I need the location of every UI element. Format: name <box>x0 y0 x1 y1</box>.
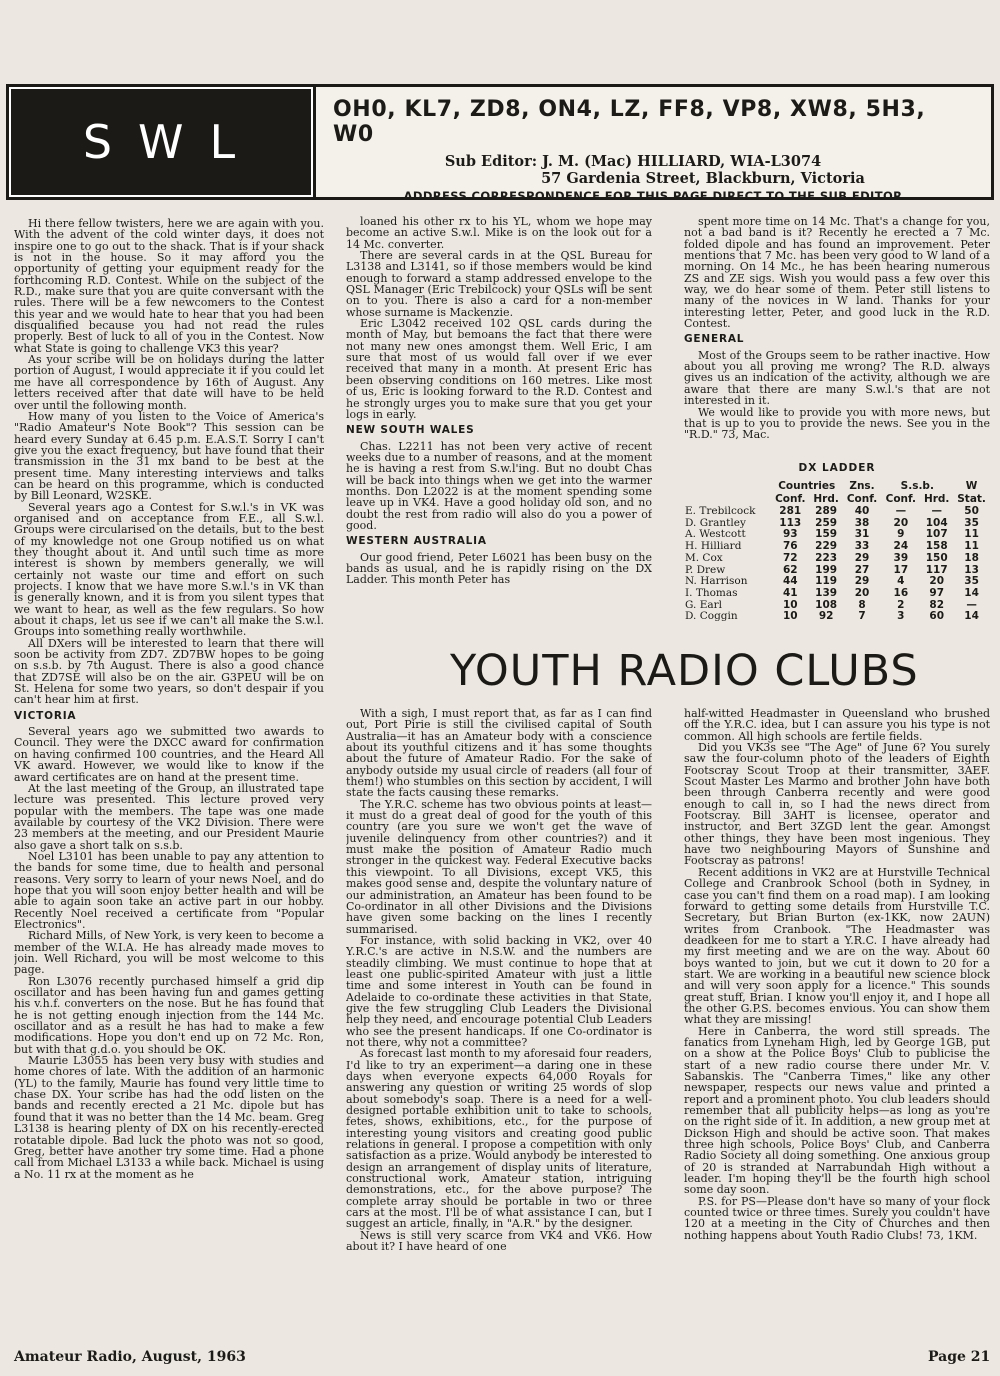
column-subhead: Stat. <box>957 493 986 505</box>
ladder-value: 40 <box>854 505 870 517</box>
ladder-value: — <box>931 505 942 517</box>
ladder-value: 97 <box>929 586 945 599</box>
section-heading-victoria: VICTORIA <box>14 709 77 722</box>
ladder-value: 16 <box>893 586 909 599</box>
paragraph: Richard Mills, of New York, is very keen to become a member of the W.I.A. He has already made moves to join. Well Richard, you will be most welcome to this page. <box>14 929 324 977</box>
ladder-value: 92 <box>818 610 834 623</box>
ladder-name: G. Earl <box>685 598 722 611</box>
column-3 <box>684 216 990 456</box>
ladder-value: 29 <box>854 575 870 588</box>
column-group: Countries <box>778 480 836 492</box>
section-heading-general: GENERAL <box>684 333 745 346</box>
section-title-box <box>9 87 313 197</box>
ladder-value: 62 <box>782 563 798 576</box>
ladder-value: 199 <box>815 563 838 576</box>
ladder-value: 72 <box>782 551 798 564</box>
ladder-value: 117 <box>925 563 948 576</box>
paragraph: We would like to provide you with more news, but that is up to you to provide the news. See you in the "R.D." 73, Mac. <box>684 405 990 442</box>
youth-radio-clubs-title: YOUTH RADIO CLUBS <box>450 646 919 696</box>
column-subhead: Conf. <box>846 493 878 505</box>
dx-ladder <box>684 462 990 623</box>
ladder-value: 108 <box>815 598 838 611</box>
sub-editor: Sub Editor: J. M. (Mac) HILLIARD, WIA-L3074 <box>444 153 822 170</box>
column-group: W <box>965 480 978 492</box>
ladder-value: 223 <box>815 551 838 564</box>
paragraph: Several years ago we submitted two awards to Council. They were the DXCC award for confirmation on having confirmed 100 countries, and the Heard All VK award. However, we would like to know if the award certificates are on hand at the present time. <box>14 725 324 784</box>
callsign-prefixes: OH0, KL7, ZD8, ON4, LZ, FF8, VP8, XW8, 5H3, W0 <box>333 97 926 147</box>
ladder-value: 20 <box>893 516 909 529</box>
paragraph: Ron L3076 recently purchased himself a grid dip oscillator and has been having fun and games getting his v.h.f. converters on the nose. But he has found that he is not getting enough injection from the 144 Mc. oscillator and as a result he has had to make a few modifications. Hope you don't end up on 72 Mc. Ron, but with that g.d.o. you should be OK. <box>14 974 324 1056</box>
paragraph: Noel L3101 has been unable to pay any attention to the bands for some time, due to health and personal reasons. Very sorry to learn of your news Noel, and do hope that you will soon enjoy better health and will be able to again soon take an active part in our hobby. Recently Noel received a certificate from "Popular Electronics". <box>14 849 324 931</box>
ladder-value: 9 <box>897 528 905 541</box>
paragraph: For instance, with solid backing in VK2, over 40 Y.R.C.'s are active in N.S.W. and the numbers are steadily climbing. We must continue to hope that at least one public-spirited Amateur with just a little time and some interest in Youth can be found in Adelaide to co-ordinate these activities in that State, give the few struggling Club Leaders the Divisional help they need, and encourage potential Club Leaders who see the present handicaps. If one Co-ordinator is not there, why not a committee? <box>346 933 652 1049</box>
ladder-value: 20 <box>929 575 945 588</box>
footer-page-number: Page 21 <box>928 1349 991 1365</box>
paragraph: Chas. L2211 has not been very active of recent weeks due to a number of reasons, and at the moment he is having a rest from S.w.l'ing. But no doubt Chas will be back into things when we get into the warmer months. Don L2022 is at the moment spending some leave up in VK4. Have a good holiday old son, and no doubt the rest from radio will also do you a power of good. <box>346 439 652 532</box>
column-subhead: Conf. <box>885 493 917 505</box>
paragraph: As forecast last month to my aforesaid four readers, I'd like to try an experiment—a daring one in these days when everyone expects 64,000 Royals for answering any question or writing 25 words of slop about somebody's soap. There is a need for a well-designed portable exhibition unit to take to schools, fetes, shows, exhibitions, etc., for the purpose of interesting young visitors and creating good public relations in general. I propose a competition with only satisfaction as a prize. Would anybody be interested to design an arrangement of display units of literature, constructional work, Amateur station, intriguing demonstrations, etc., for the above purpose? The complete array should be portable in two or three cars at the most. I'll be of what assistance I can, but I suggest an article, finally, in "A.R." by the designer. <box>346 1047 652 1231</box>
ladder-value: 11 <box>964 540 979 553</box>
paragraph: Maurie L3055 has been very busy with studies and home chores of late. With the addition of an harmonic (YL) to the family, Maurie has found very little time to chase DX. Your scribe has had the odd listen on the bands and recently erected a 21 Mc. dipole but has found that it was no better than the 14 Mc. beam. Greg L3138 is hearing plenty of DX on his recently-erected rotatable dipole. Bad luck the photo was not so good, Greg, better have another try some time. Had a phone call from Michael L3133 a while back. Michael is using a No. 11 rx at the moment as he <box>14 1054 324 1181</box>
ladder-value: 33 <box>854 540 870 553</box>
ladder-value: 82 <box>929 598 945 611</box>
ladder-value: 18 <box>964 551 979 564</box>
section-heading-wa: WESTERN AUSTRALIA <box>346 535 487 548</box>
ladder-value: 159 <box>815 528 838 541</box>
dx-ladder-row <box>684 553 990 565</box>
paragraph: spent more time on 14 Mc. That's a change for you, not a bad band is it? Recently he erected a 7 Mc. folded dipole and has found an improvement. Peter mentions that 7 Mc. has been very good to W land of a morning. On 14 Mc., he has been hearing numerous ZS and ZE sigs. Wish you would pass a few over this way, we do hear some of them. Peter still listens to many of the novices in W land. Thanks for your interesting letter, Peter, and good luck in the R.D. Contest. <box>684 216 990 331</box>
paragraph: The Y.R.C. scheme has two obvious points at least—it must do a great deal of good for the youth of this country (are you sure we won't get the wave of juvenile delinquency from other countries?) and it must make the position of Amateur Radio much stronger in the quickest way. Federal Executive backs this viewpoint. To all Divisions, except VK5, this makes good sense and, despite the voluntary nature of our administration, an Amateur has been found to be Co-ordinator in all other Divisions and the Divisions have given some backing on the lines I recently summarised. <box>346 797 652 936</box>
ladder-value: 2 <box>897 598 905 611</box>
ladder-name: N. Harrison <box>685 575 748 588</box>
ladder-value: — <box>966 598 977 611</box>
paragraph: With a sigh, I must report that, as far as I can find out, Port Pirie is still the civilised capital of South Australia—it has an Amateur body with a conscience about its youthful citizens and it has some thoughts about the future of Amateur Radio. For the sake of anybody outside my usual circle of readers (all four of them!) who stumbles on this section by accident, I will state the facts causing these remarks. <box>346 708 652 800</box>
ladder-value: 13 <box>964 563 979 576</box>
dx-ladder-rows <box>684 506 990 623</box>
dx-ladder-table <box>684 480 990 623</box>
ladder-value: 76 <box>782 540 798 553</box>
column-1 <box>14 218 324 1326</box>
ladder-value: 8 <box>858 598 866 611</box>
section-heading-nsw: NEW SOUTH WALES <box>346 424 475 437</box>
dx-ladder-title: DX LADDER <box>798 462 876 474</box>
ladder-name: D. Grantley <box>685 516 746 529</box>
paragraph: Eric L3042 received 102 QSL cards during the month of May, but bemoans the fact that there were not many new ones amongst them. Well Eric, I am sure that most of us would fall over if we ever received that many in a month. At present Eric has been observing conditions on 160 metres. Like most of us, Eric is looking forward to the R.D. Contest and he strongly urges you to make sure that you get your logs in early. <box>346 317 652 421</box>
ladder-value: 150 <box>925 551 948 564</box>
ladder-value: 17 <box>893 563 909 576</box>
ladder-value: 7 <box>858 610 866 623</box>
column-group: Zns. <box>849 480 875 492</box>
paragraph: P.S. for PS—Please don't have so many of your flock counted twice or three times. Surely you couldn't have 120 at a meeting in the City of Churches and then nothing happens about Youth Radio Clubs! 73, 1KM. <box>684 1194 990 1242</box>
ladder-name: E. Trebilcock <box>685 505 756 517</box>
page-header <box>6 84 994 203</box>
ladder-value: 14 <box>964 610 979 623</box>
column-5 <box>684 708 990 1330</box>
paragraph: At the last meeting of the Group, an illustrated tape lecture was presented. This lecture proved very popular with the members. The tape was one made available by courtesy of the VK2 Division. There were 23 members at the meeting, and our President Maurie also gave a short talk on s.s.b. <box>14 781 324 852</box>
paragraph: loaned his other rx to his YL, whom we hope may become an active S.w.l. Mike is on the look out for a 14 Mc. converter. <box>346 216 652 251</box>
column-group: S.s.b. <box>900 480 934 492</box>
address-note: ADDRESS CORRESPONDENCE FOR THIS PAGE DIRECT TO THE SUB EDITOR <box>403 189 903 203</box>
ladder-value: 113 <box>779 516 802 529</box>
dx-ladder-row <box>684 506 990 518</box>
column-2 <box>346 216 652 628</box>
street-address: 57 Gardenia Street, Blackburn, Victoria <box>541 170 865 187</box>
paragraph: Most of the Groups seem to be rather inactive. How about you all proving me wrong? The R.D. always gives us an indication of the activity, although we are aware that there are many S.w.l.'s that are not interested in it. <box>684 348 990 408</box>
ladder-value: 158 <box>925 540 948 553</box>
footer-publication: Amateur Radio, August, 1963 <box>14 1349 246 1365</box>
ladder-value: 3 <box>897 610 905 623</box>
paragraph: Several years ago a Contest for S.w.l.'s in VK was organised and on acceptance from F.E., all S.w.l. Groups were circularised on the details, but to the best of my knowledge not one Group notified us on what they thought about it. And until such time as more interest is shown by members generally, we will certainly not waste our time and effort on such projects. I know that we have more S.w.l.'s in VK than is generally known, and it is from you silent types that we want to hear, as well as the few regulars. So how about it chaps, let us see if we can't all make the S.w.l. Groups into something really worthwhile. <box>14 500 324 639</box>
ladder-name: M. Cox <box>685 551 723 564</box>
ladder-value: 50 <box>964 505 979 517</box>
section-title: SWL <box>82 115 262 169</box>
ladder-value: 104 <box>925 516 948 529</box>
paragraph: Hi there fellow twisters, here we are again with you. With the advent of the cold winter days, it does not inspire one to go out to the shack. That is if your shack is not in the house. So it may afford you the opportunity of getting your equipment ready for the forthcoming R.D. Contest. While on the subject of the R.D., make sure that you are quite conversant with the rules. There will be a few newcomers to the Contest this year and we would hate to hear that you had been disqualified because you had not read the rules properly. Best of luck to all of you in the Contest. Now what State is going to challenge VK3 this year? <box>14 218 324 355</box>
ladder-value: 24 <box>893 540 909 553</box>
ladder-value: 281 <box>779 505 802 517</box>
ladder-value: 107 <box>925 528 948 541</box>
ladder-name: P. Drew <box>685 563 726 576</box>
ladder-value: 289 <box>815 505 838 517</box>
ladder-value: 139 <box>815 586 838 599</box>
ladder-value: 119 <box>815 575 838 588</box>
ladder-value: 93 <box>782 528 798 541</box>
ladder-value: 35 <box>964 516 979 529</box>
paragraph: News is still very scarce from VK4 and VK6. How about it? I have heard of one <box>346 1228 652 1254</box>
paragraph: How many of you listen to the Voice of America's "Radio Amateur's Note Book"? This session can be heard every Sunday at 6.45 p.m. E.A.S.T. Sorry I can't give you the exact frequency, but have found that their transmission in the 31 mx band to be best at the present time. Many interesting interviews and talks can be heard on this programme, which is conducted by Bill Leonard, W2SKE. <box>14 409 324 503</box>
paragraph: There are several cards in at the QSL Bureau for L3138 and L3141, so if those members would be kind enough to forward a stamp addressed envelope to the QSL Manager (Eric Trebilcock) your QSLs will be sent on to you. There is also a card for a non-member whose surname is Mackenzie. <box>346 249 652 319</box>
paragraph: half-witted Headmaster in Queensland who brushed off the Y.R.C. idea, but I can assure you his type is not common. All high schools are fertile fields. <box>684 708 990 743</box>
ladder-value: 29 <box>854 551 870 564</box>
ladder-value: 10 <box>782 598 798 611</box>
dx-ladder-row <box>684 611 990 623</box>
dx-ladder-row <box>684 588 990 600</box>
ladder-value: 11 <box>964 528 979 541</box>
paragraph: Here in Canberra, the word still spreads. The fanatics from Lyneham High, led by George 1GB, put on a show at the Police Boys' Club to publicise the start of a new radio course there under Mr. V. Sabanskis. The "Canberra Times," like any other newspaper, respects our news value and printed a report and a prominent photo. You club leaders should remember that all publicity helps—as long as you're on the right side of it. In addition, a new group met at Dickson High and should be active soon. That makes three high schools, Police Boys' Club, and Canberra Radio Society all doing something. One anxious group of 20 is stranded at Narrabundah High without a leader. I'm hoping they'll be the fourth high school some day soon. <box>684 1024 990 1197</box>
paragraph: As your scribe will be on holidays during the latter portion of August, I would appreciate it if you could let me have all correspondence by 16th of August. Any letters received after that date will have to be held over until the following month. <box>14 353 324 412</box>
ladder-value: 60 <box>929 610 945 623</box>
ladder-value: 259 <box>815 516 838 529</box>
ladder-value: 27 <box>854 563 870 576</box>
ladder-value: 14 <box>964 586 979 599</box>
column-subhead: Conf. <box>775 493 806 505</box>
ladder-name: D. Coggin <box>685 610 738 623</box>
paragraph: Recent additions in VK2 are at Hurstville Technical College and Cranbrook School (both in Sydney, in case you can't find them on a road map). I am looking forward to getting some details from Hurstville T.C. Secretary, but Brian Burton (ex-1KK, now 2AUN) writes from Cranbook. "The Headmaster was deadkeen for me to start a Y.R.C. I have already had my first meeting and we are on the way. About 60 boys wanted to join, but we cut it down to 20 for a start. We are working in a beautiful new science block and will very soon apply for a licence." This sounds great stuff, Brian. I know you'll enjoy it, and I hope all the other G.P.S. becomes envious. You can show them what they are missing! <box>684 865 990 1027</box>
ladder-value: — <box>895 505 907 517</box>
column-subhead: Hrd. <box>923 493 950 505</box>
column-4 <box>346 708 652 1330</box>
ladder-value: 38 <box>854 516 870 529</box>
ladder-name: I. Thomas <box>685 586 738 599</box>
ladder-value: 31 <box>854 528 870 541</box>
ladder-value: 39 <box>893 551 909 564</box>
ladder-value: 20 <box>854 586 870 599</box>
paragraph: Did you VK3s see "The Age" of June 6? You surely saw the four-column photo of the leaders of Eighth Footscray Scout Troop at their transmitter, 3AEF. Scout Master Les Marmo and brother John have both been through Canberra recently and were good enough to call in, so I had the news direct from Footscray. Bill 3AHT is licensee, operator and instructor, and Bert 3ZGD lent the gear. Amongst other things, they have been most ingenious. They have two neighbouring Mayors of Sunshine and Footscray as patrons! <box>684 741 990 868</box>
paragraph: Our good friend, Peter L6021 has been busy on the bands as usual, and he is rapidly rising on the DX Ladder. This month Peter has <box>346 550 652 587</box>
column-subhead: Hrd. <box>813 493 839 505</box>
ladder-value: 4 <box>897 575 905 588</box>
ladder-value: 44 <box>782 575 798 588</box>
paragraph: All DXers will be interested to learn that there will soon be activity from ZD7. ZD7BW hopes to be going on s.s.b. by 7th August. There is also a good chance that ZD7SE will also be on the air. G3PEU will be on St. Helena for some two years, so don't despair if you can't hear him at first. <box>14 636 324 707</box>
ladder-value: 10 <box>782 610 798 623</box>
ladder-name: A. Westcott <box>685 528 746 541</box>
ladder-name: H. Hilliard <box>685 540 742 553</box>
ladder-value: 41 <box>782 586 798 599</box>
ladder-value: 35 <box>964 575 979 588</box>
header-info <box>313 87 991 203</box>
ladder-value: 229 <box>815 540 838 553</box>
